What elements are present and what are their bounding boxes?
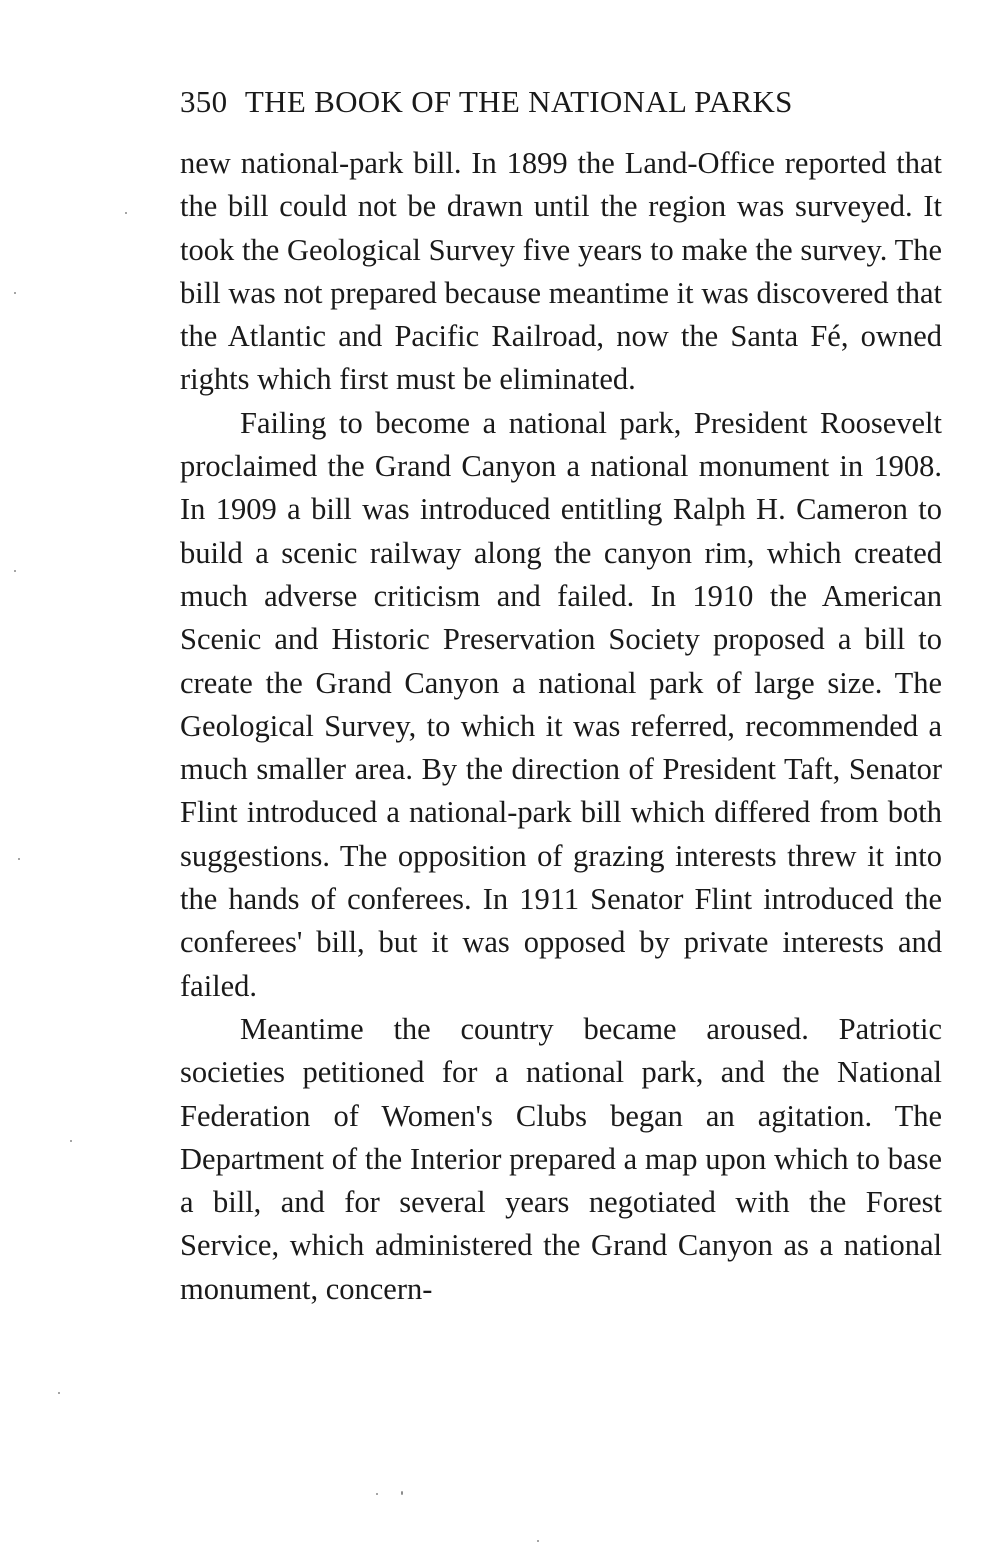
scan-speck [58,1392,60,1394]
paragraph-2: Failing to become a national park, President Roosevelt proclaimed the Grand Canyon a national monument in 1908. In 1909 a bill was introduced entitling Ralph H. Cameron to build a scenic railway along the canyon rim, which created much adverse criticism and failed. In 1910 the American Scenic and Historic Preservation Society proposed a bill to create the Grand Canyon a national park of large size. The Geological Survey, to which it was referred, recommended a much smaller area. By the direction of President Taft, Senator Flint introduced a national-park bill which differed from both suggestions. The opposition of grazing interests threw it into the hands of conferees. In 1911 Senator Flint introduced the conferees' bill, but it was opposed by private interests and failed. [180,405,942,1003]
scan-speck [14,292,16,294]
scan-speck [401,1491,403,1495]
running-title: THE BOOK OF THE NATIONAL PARKS [244,84,793,119]
running-head [180,82,942,122]
paragraph-1: new national-park bill. In 1899 the Land-Office reported that the bill could not be drawn until the region was surveyed. It took the Geological Survey five years to make the survey. The bill was not prepared because meantime it was discovered that the Atlantic and Pacific Railroad, now the Santa Fé, owned rights which first must be eliminated. [180,146,942,397]
scan-speck [14,570,16,572]
paragraph-3: Meantime the country became aroused. Patriotic societies petitioned for a national park, and the National Federation of Women's Clubs began an agitation. The Department of the Interior prepared a map upon which to base a bill, and for several years negotiated with the Forest Service, which administered the Grand Canyon as a national monument, concern- [180,1011,942,1306]
page-number: 350 [180,84,228,119]
scan-speck [125,212,127,214]
scan-speck [537,1540,539,1542]
scan-speck [376,1493,378,1495]
scan-speck [18,858,20,860]
body-text [180,142,942,1311]
scan-speck [70,1140,72,1142]
